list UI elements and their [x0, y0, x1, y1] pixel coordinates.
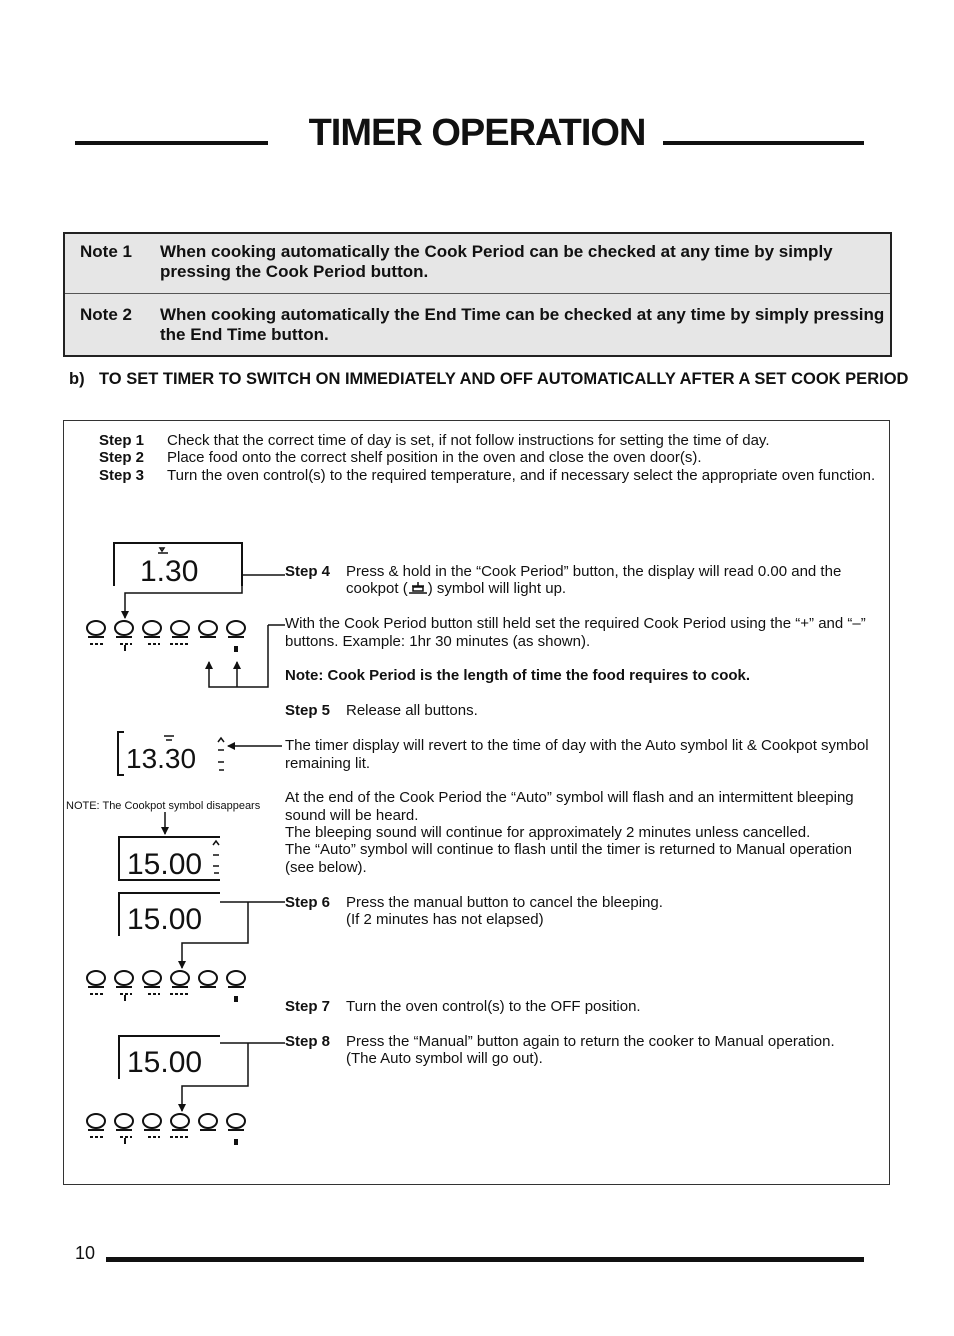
note-2-text: When cooking automatically the End Time can be checked at any time by simply pressing the End Time button. [160, 305, 885, 344]
step-6-text-a: Press the manual button to cancel the bleeping. [346, 894, 663, 911]
step-1-label: Step 1 [99, 432, 145, 449]
lcd-display-1-value: 1.30 [140, 555, 199, 588]
cookpot-icon [408, 581, 428, 595]
note-2-label: Note 2 [80, 305, 132, 324]
note-1-label: Note 1 [80, 242, 132, 261]
step-4-text [346, 563, 891, 597]
para-end-3: The “Auto” symbol will continue to flash until the timer is returned to Manual operation (see below). [285, 841, 852, 876]
lcd-display-5-value: 15.00 [127, 1046, 203, 1079]
step-1-text: Check that the correct time of day is set, if not follow instructions for setting the time of day. [167, 432, 770, 449]
step-7-text: Turn the oven control(s) to the OFF position. [346, 998, 641, 1015]
note-cook-period: Note: Cook Period is the length of time the food requires to cook. [285, 667, 751, 684]
step-6-text-b: (If 2 minutes has not elapsed) [346, 911, 544, 928]
step-8-label: Step 8 [285, 1033, 331, 1050]
step-4-text-b-pre: cookpot ( [346, 580, 408, 597]
lcd-display-3-value: 15.00 [127, 848, 203, 881]
lcd-display-4-value: 15.00 [127, 903, 203, 936]
para-end-1: At the end of the Cook Period the “Auto” symbol will flash and an intermittent bleeping sound will be heard. [285, 789, 854, 824]
footer-rule [106, 1257, 864, 1262]
lcd-display-2-value: 13.30 [126, 743, 197, 774]
step-3-text: Turn the oven control(s) to the required temperature, and if necessary select the appropriate oven function. [167, 467, 876, 484]
step-7-label: Step 7 [285, 998, 331, 1015]
step-6-text [346, 894, 886, 928]
title-rule-right [663, 141, 864, 145]
step-5-label: Step 5 [285, 702, 331, 719]
notes-box [63, 232, 892, 357]
step-4-text-a: Press & hold in the “Cook Period” button, the display will read 0.00 and the [346, 563, 842, 580]
step-5-text: Release all buttons. [346, 702, 478, 719]
notes-divider [65, 293, 890, 294]
para-hold: With the Cook Period button still held set the required Cook Period using the “+” and “–” buttons. Example: 1hr 30 minutes (as shown). [285, 615, 866, 650]
page-title: TIMER OPERATION [308, 112, 646, 154]
step-2-text: Place food onto the correct shelf position in the oven and close the oven door(s). [167, 449, 702, 466]
para-revert: The timer display will revert to the time of day with the Auto symbol lit & Cookpot symbol remaining lit. [285, 737, 869, 772]
note-cookpot-disappears: NOTE: The Cookpot symbol disappears [66, 800, 261, 812]
step-6-label: Step 6 [285, 894, 331, 911]
page-number: 10 [75, 1243, 96, 1263]
section-heading-text: TO SET TIMER TO SWITCH ON IMMEDIATELY AND OFF AUTOMATICALLY AFTER A SET COOK PERIOD [99, 370, 909, 388]
step-4-text-b-post: ) symbol will light up. [427, 580, 567, 597]
note-2 [65, 305, 890, 355]
note-1-text: When cooking automatically the Cook Period can be checked at any time by simply pressing the Cook Period button. [160, 242, 833, 281]
step-4-label: Step 4 [285, 563, 331, 580]
note-1 [65, 242, 890, 292]
step-8-text-a: Press the “Manual” button again to return the cooker to Manual operation. [346, 1033, 835, 1050]
section-bullet: b) [69, 370, 85, 388]
step-2-label: Step 2 [99, 449, 145, 466]
step-8-text [346, 1033, 891, 1067]
para-end-2: The bleeping sound will continue for approximately 2 minutes unless cancelled. [285, 824, 811, 841]
step-3-label: Step 3 [99, 467, 145, 484]
step-8-text-b: (The Auto symbol will go out). [346, 1050, 543, 1067]
